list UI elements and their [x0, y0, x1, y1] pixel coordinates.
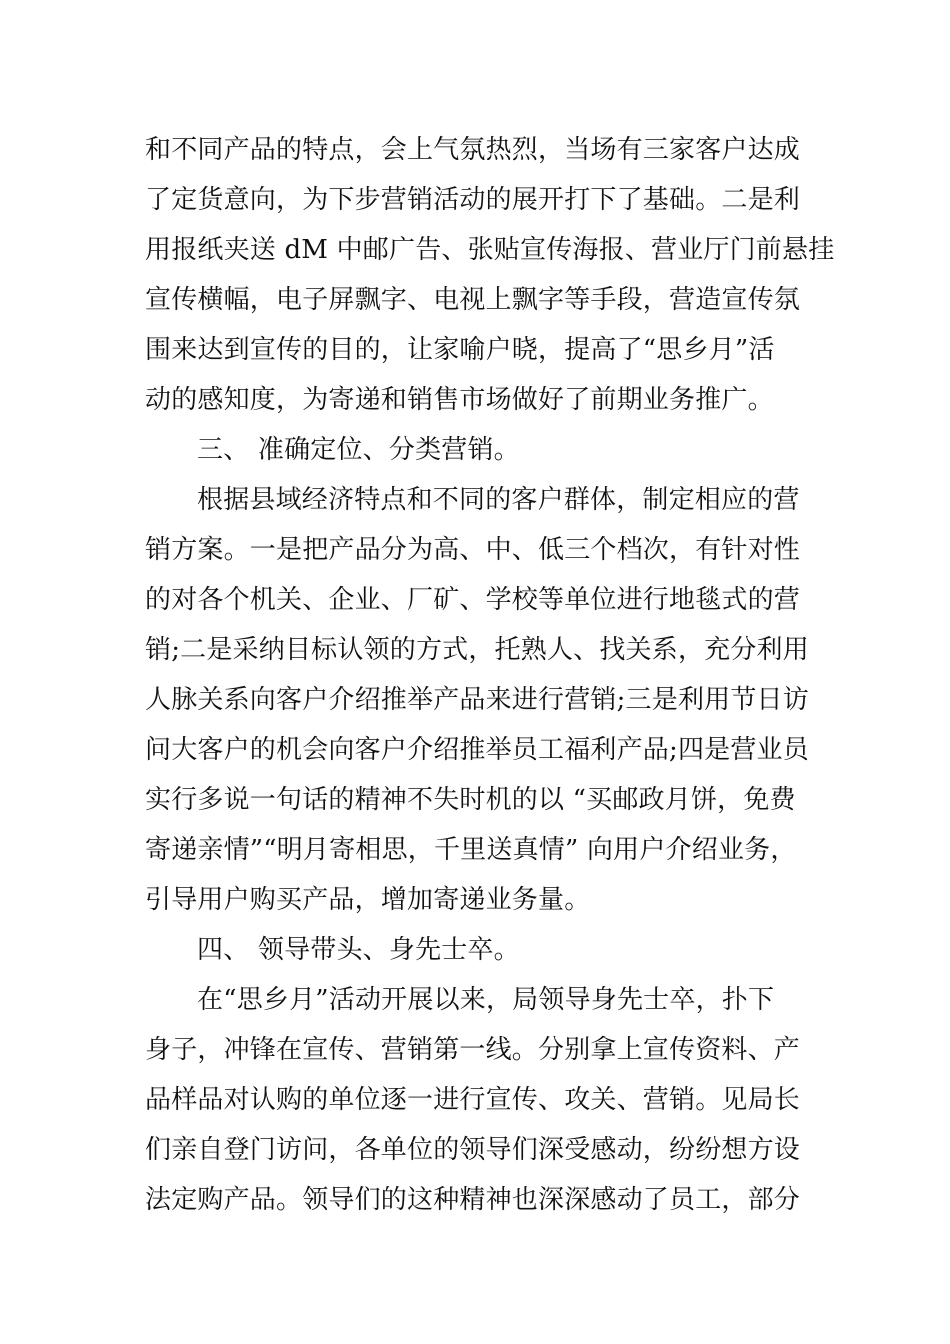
- body-text-line: 寄递亲情”“明月寄相思，千里送真情” 向用户介绍业务，: [145, 835, 797, 865]
- body-text-line: 根据县域经济特点和不同的客户群体，制定相应的营: [197, 485, 800, 515]
- body-text-line: 销方案。一是把产品分为高、中、低三个档次，有针对性: [145, 535, 801, 565]
- body-text-line: 法定购产品。领导们的这种精神也深深感动了员工，部分: [145, 1185, 801, 1215]
- body-text-line: 身子，冲锋在宣传、营销第一线。分别拿上宣传资料、产: [145, 1035, 801, 1065]
- section-heading: 四、 领导带头、身先士卒。: [197, 935, 520, 965]
- section-heading: 三、 准确定位、分类营销。: [197, 435, 520, 465]
- body-text-line: 们亲自登门访问，各单位的领导们深受感动，纷纷想方设: [145, 1135, 801, 1165]
- body-text-line: 的对各个机关、企业、厂矿、学校等单位进行地毯式的营: [145, 585, 801, 615]
- body-text-line: 宣传横幅，电子屏飘字、电视上飘字等手段，营造宣传氛: [145, 285, 801, 315]
- body-text-line: 人脉关系向客户介绍推举产品来进行营销;三是利用节日访: [145, 685, 809, 715]
- body-text-line: 实行多说一句话的精神不失时机的以 “买邮政月饼，免费: [145, 785, 796, 815]
- body-text-line: 围来达到宣传的目的，让家喻户晓，提高了“思乡月”活: [145, 335, 775, 365]
- body-text-line: 品样品对认购的单位逐一进行宣传、攻关、营销。见局长: [145, 1085, 801, 1115]
- body-text-line: 引导用户购买产品，增加寄递业务量。: [145, 885, 591, 915]
- body-text-line: 在“思乡月”活动开展以来，局领导身先士卒，扑下: [197, 985, 775, 1015]
- body-text-line: 和不同产品的特点，会上气氛热烈，当场有三家客户达成: [145, 135, 801, 165]
- body-text-line: 用报纸夹送 dM 中邮广告、张贴宣传海报、营业厅门前悬挂: [145, 235, 835, 265]
- body-text-line: 问大客户的机会向客户介绍推举员工福利产品;四是营业员: [145, 735, 809, 765]
- body-text-line: 动的感知度，为寄递和销售市场做好了前期业务推广。: [145, 385, 774, 415]
- body-text-line: 了定货意向，为下步营销活动的展开打下了基础。二是利: [145, 185, 801, 215]
- body-text-line: 销;二是采纳目标认领的方式，托熟人、找关系，充分利用: [145, 635, 809, 665]
